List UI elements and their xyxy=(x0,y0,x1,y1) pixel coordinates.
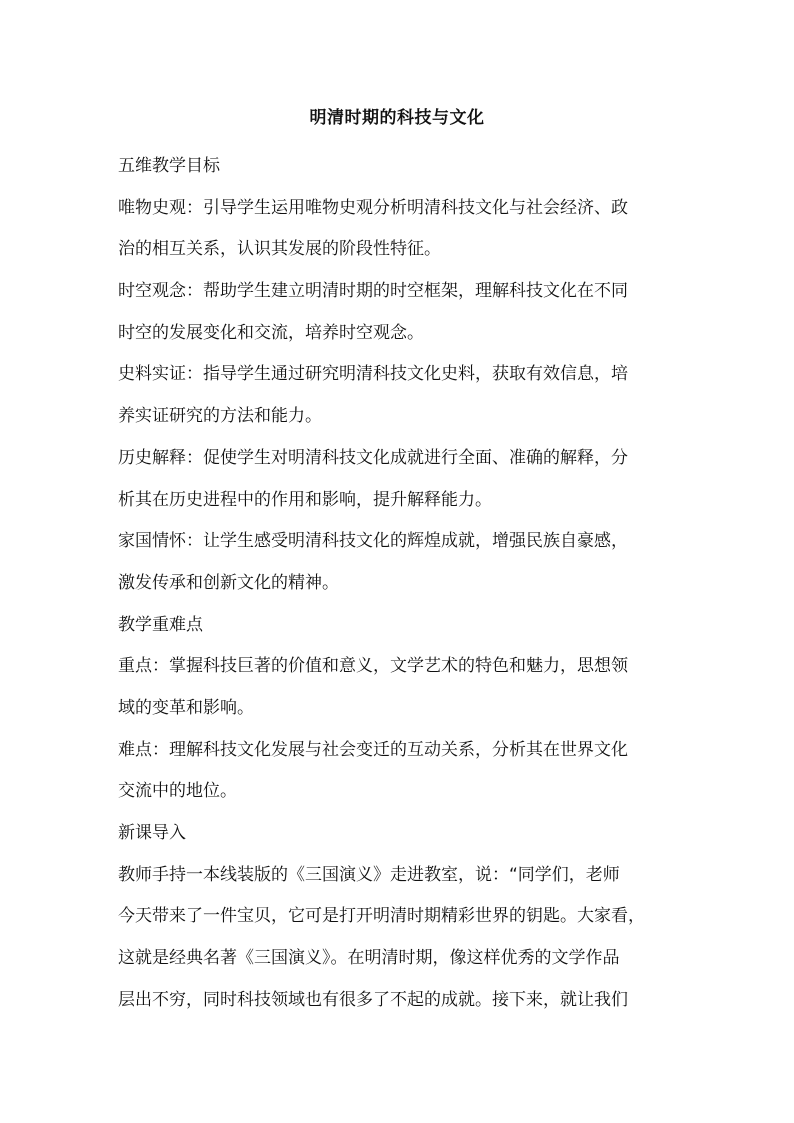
section-heading-introduction: 新课导入 xyxy=(118,823,186,843)
paragraph-line: 今天带来了一件宝贝，它可是打开明清时期精彩世界的钥匙。大家看， xyxy=(118,906,645,927)
paragraph-line: 史料实证：指导学生通过研究明清科技文化史料，获取有效信息，培 xyxy=(118,364,628,385)
paragraph-line: 家国情怀：让学生感受明清科技文化的辉煌成就，增强民族自豪感， xyxy=(118,531,628,552)
paragraph-line: 教师手持一本线装版的《三国演义》走进教室，说：“同学们，老师 xyxy=(118,864,620,885)
paragraph-line: 析其在历史进程中的作用和影响，提升解释能力。 xyxy=(118,489,492,510)
paragraph-line: 这就是经典名著《三国演义》。在明清时期，像这样优秀的文学作品 xyxy=(118,948,620,969)
paragraph-line: 重点：掌握科技巨著的价值和意义，文学艺术的特色和魅力，思想领 xyxy=(118,656,628,677)
paragraph-line: 唯物史观：引导学生运用唯物史观分析明清科技文化与社会经济、政 xyxy=(118,197,628,218)
paragraph-line: 治的相互关系，认识其发展的阶段性特征。 xyxy=(118,239,441,260)
paragraph-line: 域的变革和影响。 xyxy=(118,697,254,718)
section-heading-key-points: 教学重难点 xyxy=(118,614,203,635)
document-title: 明清时期的科技与文化 xyxy=(309,108,485,128)
paragraph-line: 激发传承和创新文化的精神。 xyxy=(118,572,339,593)
paragraph-line: 时空观念：帮助学生建立明清时期的时空框架，理解科技文化在不同 xyxy=(118,281,628,302)
paragraph-line: 难点：理解科技文化发展与社会变迁的互动关系，分析其在世界文化 xyxy=(118,739,628,760)
paragraph-line: 交流中的地位。 xyxy=(118,781,237,802)
section-heading-objectives: 五维教学目标 xyxy=(118,156,220,176)
document-body xyxy=(118,146,683,1021)
paragraph-line: 时空的发展变化和交流，培养时空观念。 xyxy=(118,322,424,343)
paragraph-line: 养实证研究的方法和能力。 xyxy=(118,406,322,427)
paragraph-line: 历史解释：促使学生对明清科技文化成就进行全面、准确的解释，分 xyxy=(118,447,628,468)
paragraph-line: 层出不穷，同时科技领域也有很多了不起的成就。接下来，就让我们 xyxy=(118,989,628,1010)
